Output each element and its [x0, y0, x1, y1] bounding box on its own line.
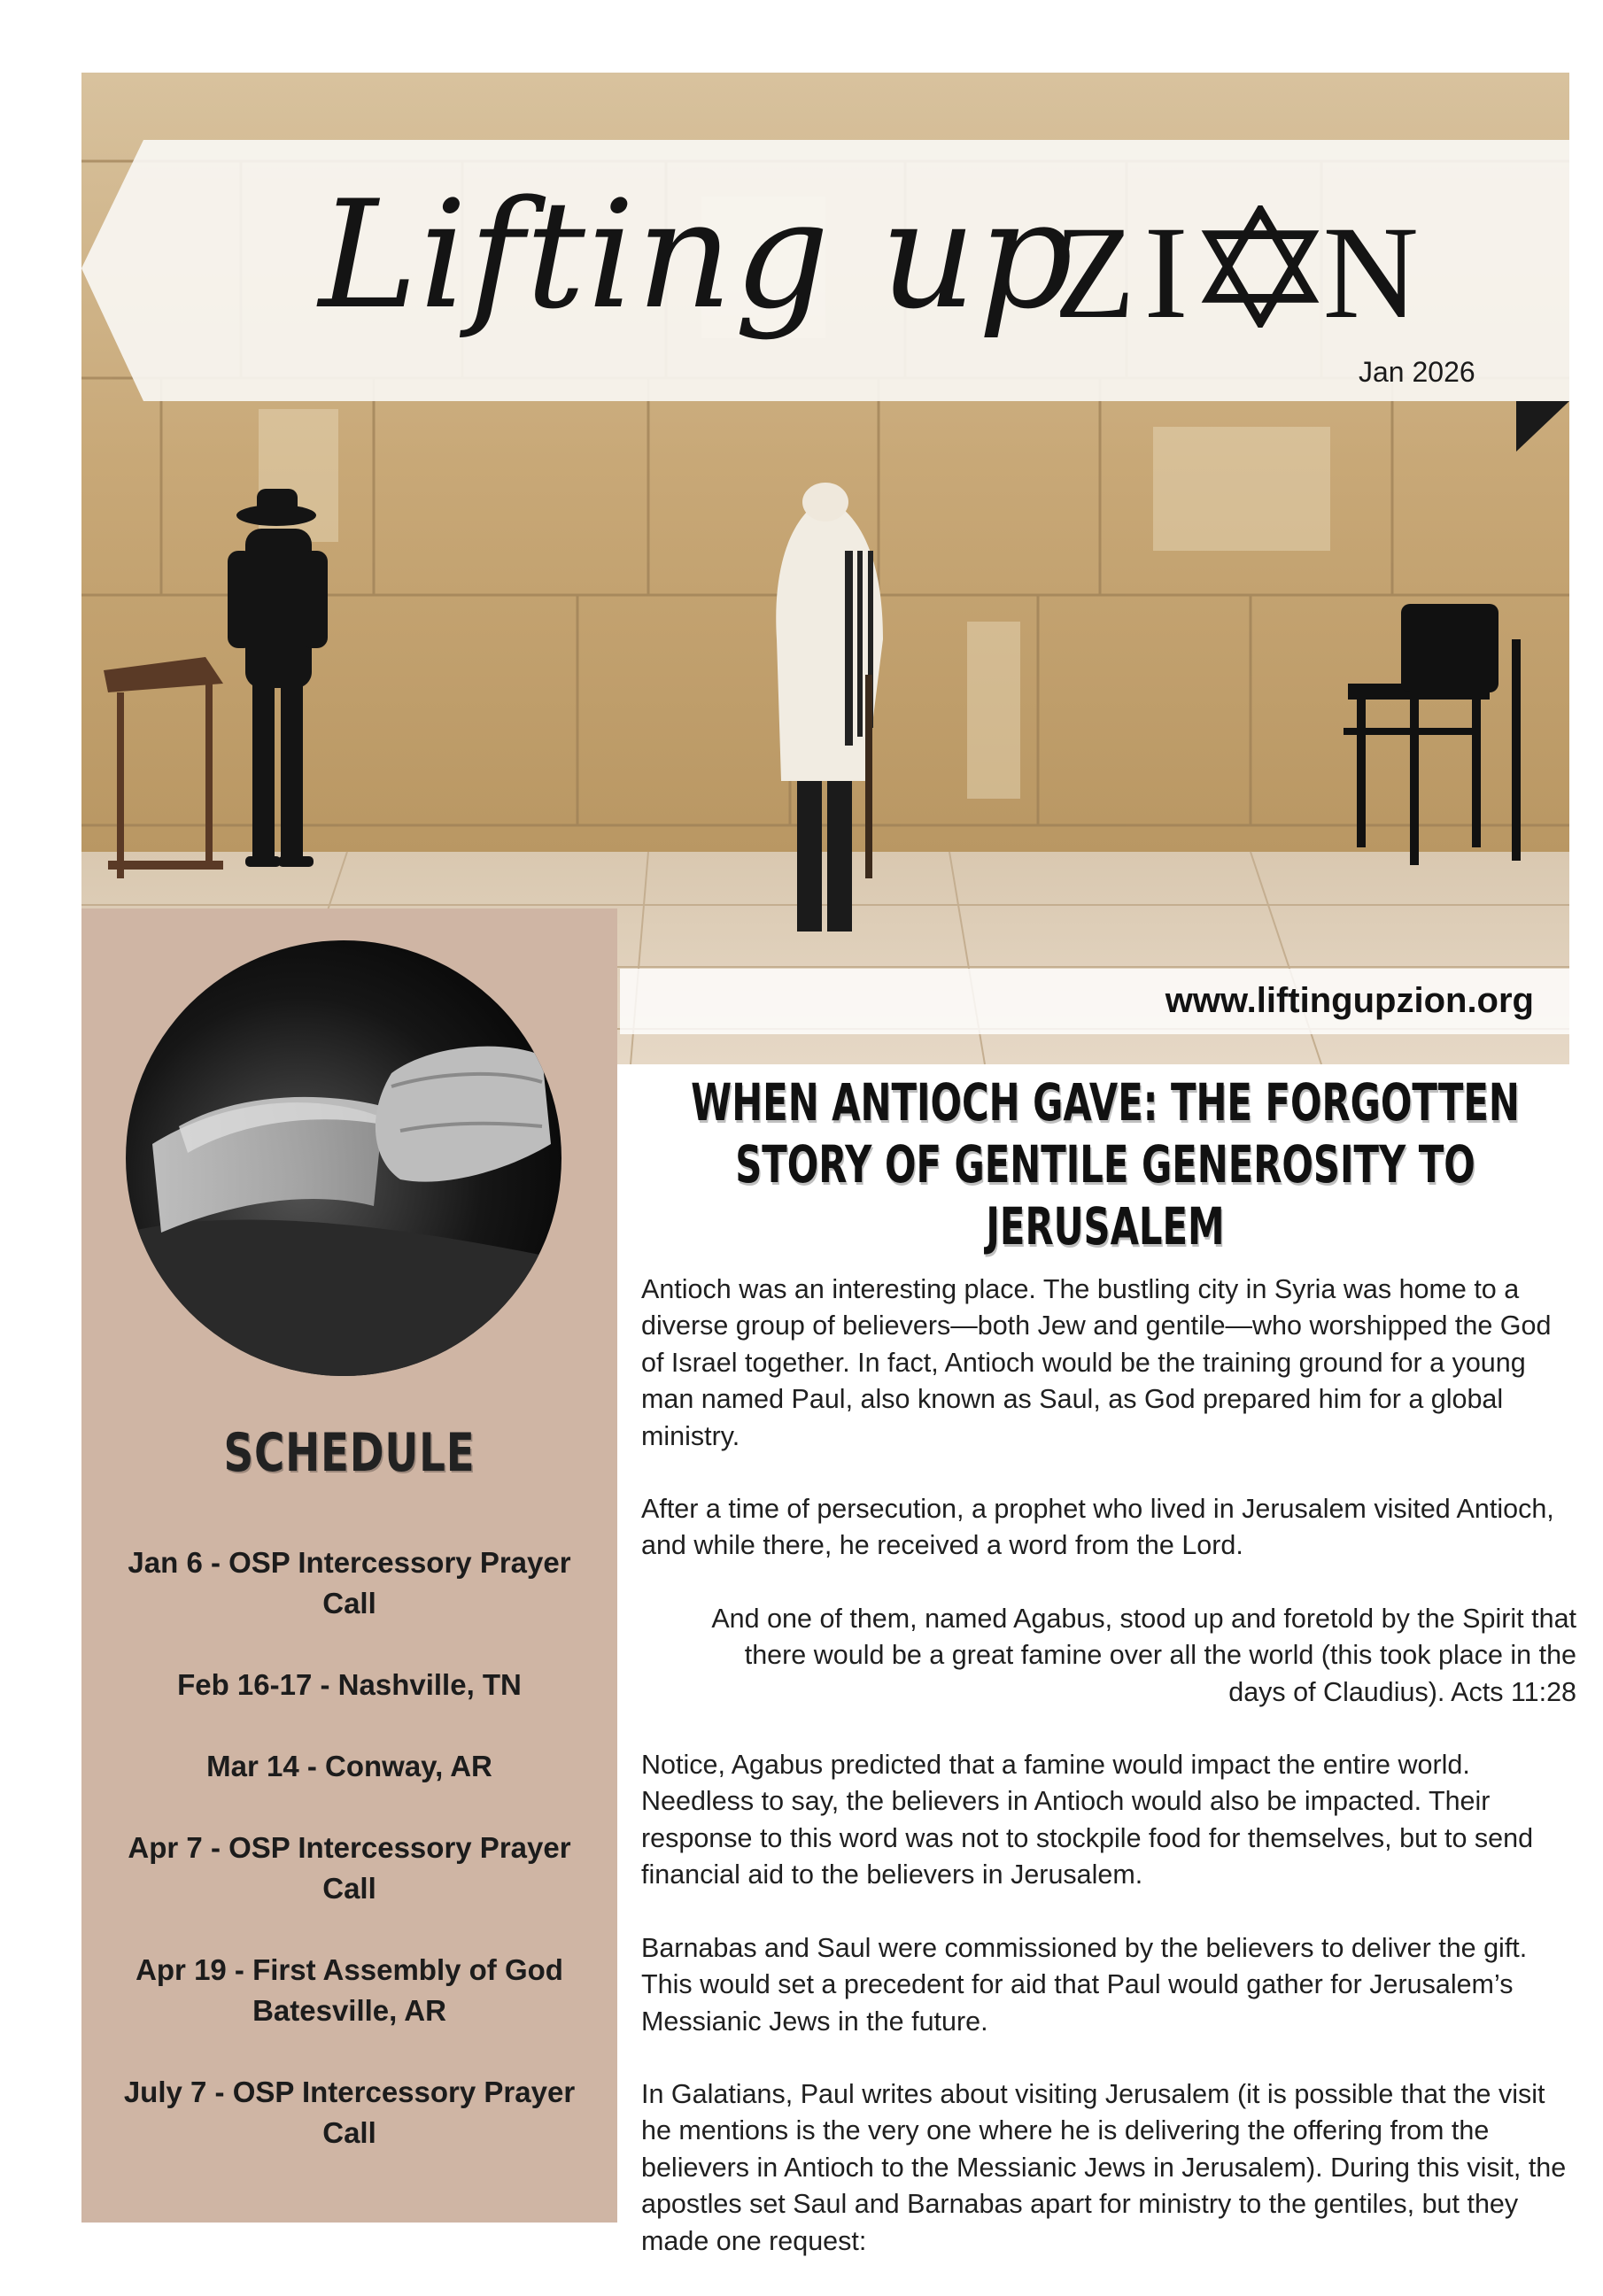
- bible-hand-photo: [126, 940, 561, 1376]
- article-paragraph: Notice, Agabus predicted that a famine would impact the entire world. Needless to say, the believers in Antioch would also be impacted. Their response to this word was not to stockpile food for themselves, but to send financial aid to the believers in Jerusalem.: [641, 1750, 1534, 1890]
- schedule-event: Mar 14 - Conway, AR: [206, 1750, 492, 1782]
- masthead-zion-end: N: [1322, 199, 1428, 346]
- schedule-sidebar: [81, 908, 617, 2223]
- scripture-quote: And one of them, named Agabus, stood up and foretold by the Spirit that there would be a great famine over all the world (this took place in the days of Claudius). Acts 11:28: [711, 1603, 1576, 1707]
- star-of-david-icon: [1199, 205, 1321, 328]
- schedule-event: July 7 - OSP Intercessory Prayer Call: [123, 2076, 576, 2149]
- schedule-event: Apr 19 - First Assembly of God Batesville, AR: [136, 1953, 563, 2027]
- schedule-list: [81, 1542, 617, 2194]
- schedule-event: Feb 16-17 - Nashville, TN: [177, 1668, 522, 1701]
- bible-page-illustration: [126, 940, 561, 1376]
- article-paragraph: After a time of persecution, a prophet who lived in Jerusalem visited Antioch, and while there, he received a word from the Lord.: [641, 1494, 1554, 1561]
- schedule-event: Apr 7 - OSP Intercessory Prayer Call: [128, 1831, 571, 1905]
- website-strip: [620, 969, 1569, 1034]
- masthead-script-title: Lifting up: [319, 168, 1075, 342]
- article-paragraph: In Galatians, Paul writes about visiting Jerusalem (it is possible that the visit he mentions is the very one where he is delivering the offering from the believers in Antioch to the Messianic Jews in Jerusalem). During this visit, the apostles set Saul and Barnabas apart for ministry to the gentiles, but they made one request:: [641, 2078, 1567, 2256]
- schedule-heading: SCHEDULE: [223, 1422, 476, 1484]
- schedule-event: Jan 6 - OSP Intercessory Prayer Call: [128, 1546, 571, 1620]
- website-link[interactable]: www.liftingupzion.org: [1165, 981, 1534, 1020]
- article-paragraph: Barnabas and Saul were commissioned by the believers to deliver the gift. This would set a precedent for aid that Paul would gather for Jerusalem’s Messianic Jews in the future.: [641, 1932, 1528, 2037]
- article-body: [641, 1272, 1576, 2260]
- article-headline: WHEN ANTIOCH GAVE: THE FORGOTTEN STORY OF GENTILE GENEROSITY TO JERUSALEM: [691, 1072, 1520, 1256]
- article-paragraph: Antioch was an interesting place. The bustling city in Syria was home to a diverse group of believers—both Jew and gentile—who worshipped the God of Israel together. In fact, Antioch would be the training ground for a young man named Paul, also known as Saul, as God prepared him for a global ministry.: [641, 1274, 1552, 1451]
- issue-date: Jan 2026: [1359, 356, 1475, 388]
- masthead-zion-start: ZI: [1054, 199, 1197, 346]
- masthead-zion-title: [1054, 197, 1428, 349]
- article: [641, 1071, 1576, 2296]
